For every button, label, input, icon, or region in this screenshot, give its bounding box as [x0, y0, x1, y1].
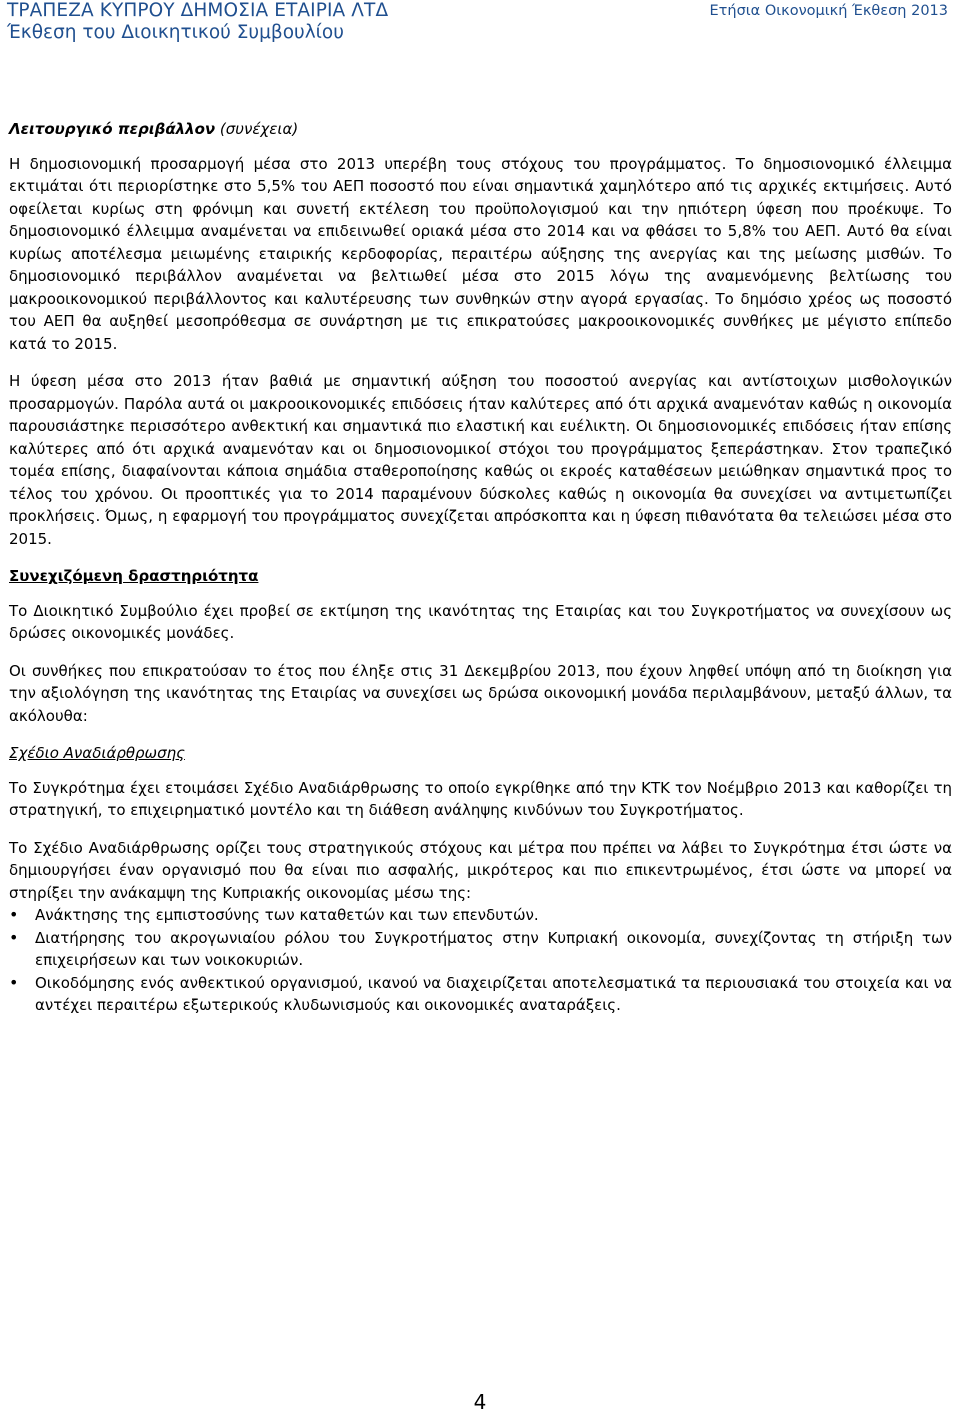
page-header [0, 0, 960, 46]
section-heading-operating-environment [9, 118, 952, 141]
bullet-icon: • [9, 972, 19, 992]
report-section-title: Έκθεση του Διοικητικού Συμβουλίου [7, 22, 344, 43]
list-item-text: Οικοδόμησης ενός ανθεκτικού οργανισμού, ικανού να διαχειρίζεται αποτελεσματικά τα περιουσιακά του στοιχεία και να αντέχει περαιτέρω εξωτερικούς κλυδωνισμούς και οικονομικές αναταράξεις. [35, 973, 952, 1014]
list-item [9, 927, 952, 972]
bullet-icon: • [9, 927, 19, 947]
paragraph: Το Συγκρότημα έχει ετοιμάσει Σχέδιο Αναδιάρθρωσης το οποίο εγκρίθηκε από την ΚΤΚ τον Νοέμβριο 2013 και καθορίζει τη στρατηγική, το επιχειρηματικό μοντέλο και τη διάθεση ανάληψης κινδύνων του Συγκροτήματος. [9, 778, 952, 819]
paragraph: Η ύφεση μέσα στο 2013 ήταν βαθιά με σημαντική αύξηση του ποσοστού ανεργίας και αντίστοιχων μισθολογικών προσαρμογών. Παρόλα αυτά οι μακροοικονομικές επιδόσεις ήταν καλύτερες από ότι αρχικά αναμενόταν καθώς η οικονομία παρουσιάστηκε περισσότερο ανθεκτική και σημαντικά πιο ελαστική και ευέλικτη. Οι δημοσιονομικές επιδόσεις ήταν επίσης καλύτερες από ότι αρχικά αναμενόταν και οι δημοσιονομικοί στόχοι του προγράμματος ξεπεράστηκαν. Στον τραπεζικό τομέα επίσης, διαφαίνονται κάποια σημάδια σταθεροποίησης καθώς οι εκροές καταθέσεων μειώθηκαν σημαντικά προς το τέλος του χρόνου. Οι προοπτικές για το 2014 παραμένουν δύσκολες καθώς η οικονομία θα συνεχίσει να αντιμετωπίζει προκλήσεις. Όμως, η εφαρμογή του προγράμματος συνεχίζεται απρόσκοπτα και η ύφεση πιθανότατα θα τελειώσει μέσα στο 2015. [9, 372, 952, 548]
page-number: 4 [473, 1390, 487, 1414]
company-name: ΤΡΑΠΕΖΑ ΚΥΠΡΟΥ ΔΗΜΟΣΙΑ ΕΤΑΙΡΙΑ ΛΤΔ [7, 0, 389, 21]
list-item-text: Ανάκτησης της εμπιστοσύνης των καταθετών και των επενδυτών. [35, 906, 539, 924]
heading-continuation: (συνέχεια) [215, 120, 299, 138]
list-item-text: Διατήρησης του ακρογωνιαίου ρόλου του Συγκροτήματος στην Κυπριακή οικονομία, συνεχίζοντας τη στήριξη των επιχειρήσεων και των νοικοκυριών. [35, 928, 952, 969]
paragraph: Το Σχέδιο Αναδιάρθρωσης ορίζει τους στρατηγικούς στόχους και μέτρα που πρέπει να λάβει το Συγκρότημα έτσι ώστε να δημιουργήσει έναν οργανισμό που θα είναι πιο ασφαλής, μικρότερος και πιο επικεντρωμένος, έτσι ώστε να μπορεί να στηρίξει την ανάκαμψη της Κυπριακής οικονομίας μέσω της: [9, 838, 952, 902]
section-heading-going-concern: Συνεχιζόμενη δραστηριότητα [9, 567, 259, 585]
list-item [9, 904, 952, 927]
heading-text: Λειτουργικό περιβάλλον [9, 120, 216, 138]
annual-report-title: Ετήσια Οικονομική Έκθεση 2013 [709, 3, 948, 19]
list-item [9, 972, 952, 1017]
paragraph: Οι συνθήκες που επικρατούσαν το έτος που έληξε στις 31 Δεκεμβρίου 2013, που έχουν ληφθεί υπόψη από τη διοίκηση για την αξιολόγηση της ικανότητας της Εταιρίας να συνεχίσει ως δρώσα οικονομική μονάδα περιλαμβάνουν, μεταξύ άλλων, τα ακόλουθα: [9, 661, 952, 725]
document-body [9, 118, 952, 1017]
bullet-list [9, 904, 952, 1017]
bullet-icon: • [9, 905, 19, 924]
paragraph: Το Διοικητικό Συμβούλιο έχει προβεί σε εκτίμηση της ικανότητας της Εταιρίας και του Συγκροτήματος να συνεχίσουν ως δρώσες οικονομικές μονάδες. [9, 601, 952, 642]
subheading-restructuring-plan: Σχέδιο Αναδιάρθρωσης [9, 744, 185, 762]
paragraph: Η δημοσιονομική προσαρμογή μέσα στο 2013 υπερέβη τους στόχους του προγράμματος. Το δημοσιονομικό έλλειμμα εκτιμάται ότι περιορίστηκε στο 5,5% του ΑΕΠ ποσοστό που είναι σημαντικά χαμηλότερο από τις αρχικές εκτιμήσεις. Αυτό οφείλεται κυρίως στη φρόνιμη και συνετή εκτέλεση του προϋπολογισμού και την ηπιότερη ύφεση που προέκυψε. Το δημοσιονομικό έλλειμμα αναμένεται να επιδεινωθεί οριακά μέσα στο 2014 και να φθάσει το 5,8% του ΑΕΠ. Αυτό θα είναι κυρίως αποτέλεσμα μειωμένης εταιρικής κερδοφορίας, περαιτέρω αύξησης της ανεργίας και της μείωσης μισθών. Το δημοσιονομικό περιβάλλον αναμένεται να βελτιωθεί μέσα στο 2015 λόγω της αναμενόμενης βελτίωσης του μακροοικονομικού περιβάλλοντος και καλυτέρευσης των συνθηκών στην αγορά εργασίας. Το δημόσιο χρέος ως ποσοστό του ΑΕΠ θα αυξηθεί μεσοπρόθεσμα σε συνάρτηση με τις επικρατούσες μακροοικονομικές συνθήκες με μέγιστο επίπεδο κατά το 2015. [9, 154, 952, 353]
